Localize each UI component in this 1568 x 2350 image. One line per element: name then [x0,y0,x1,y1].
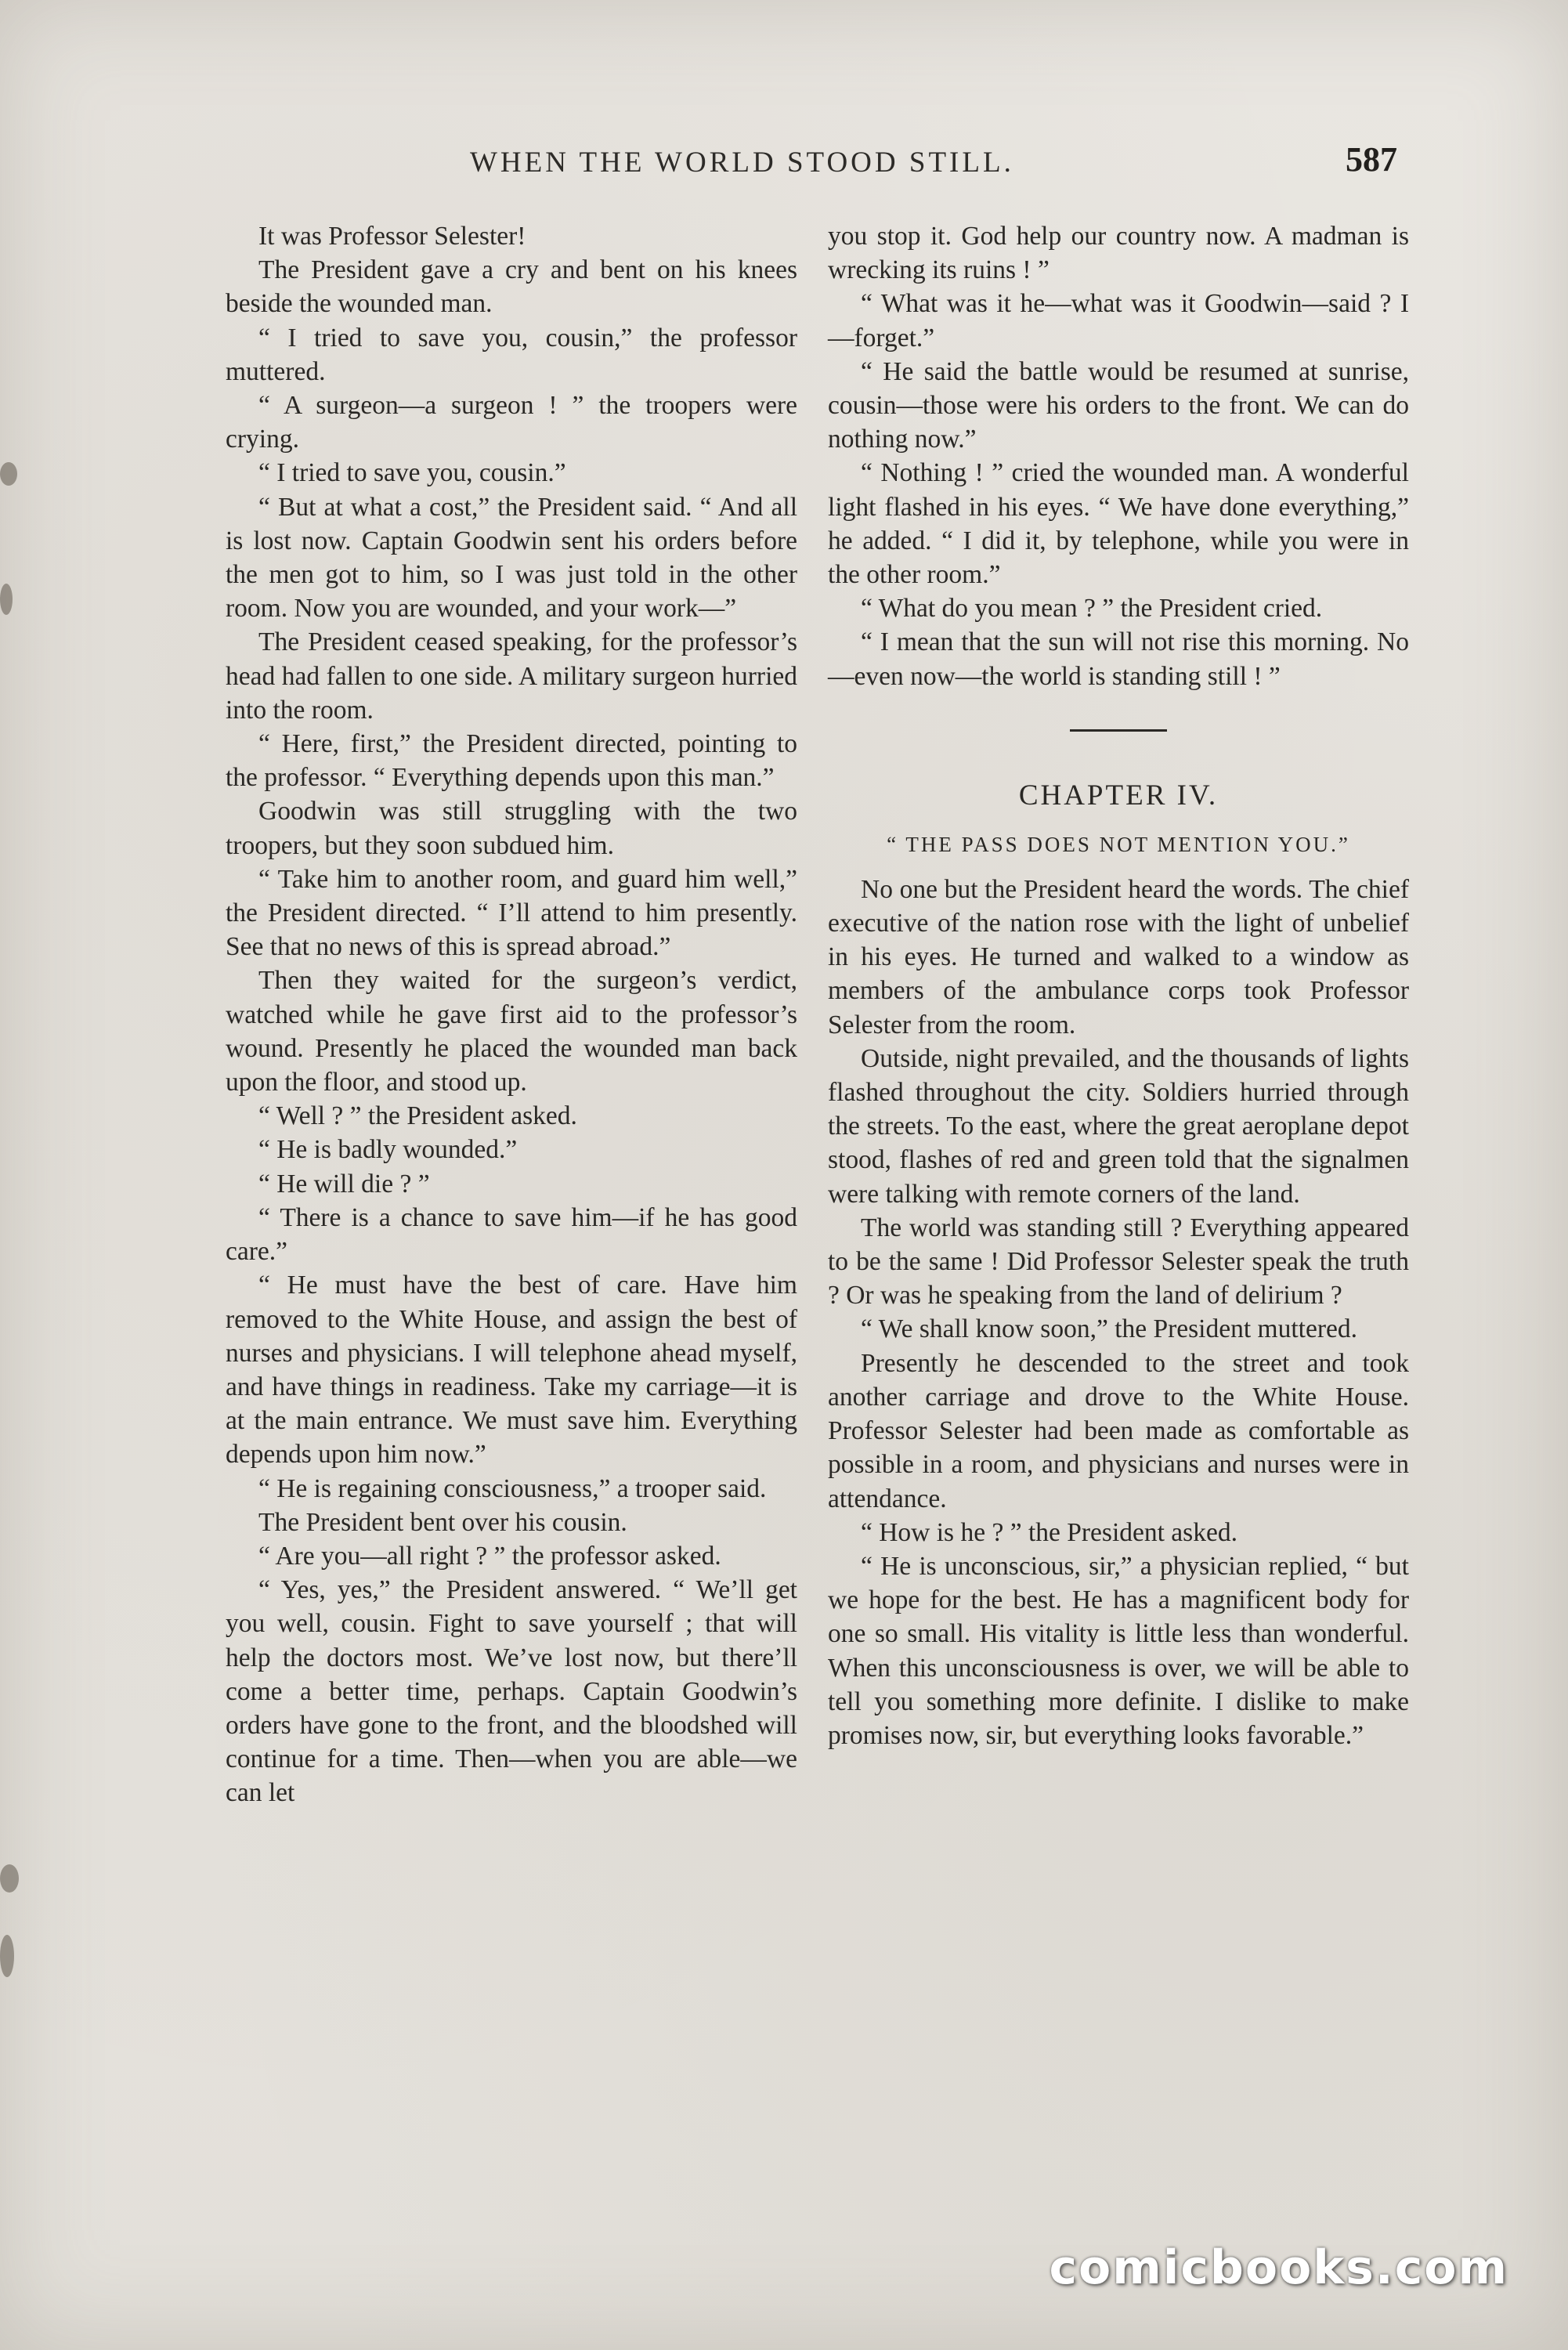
paragraph: “ But at what a cost,” the President said. “ And all is lost now. Captain Goodwin sent his orders before the men got to him, so I was just told in the other room. Now you are wounded, and your work—” [226,492,797,624]
page-damage-mark [0,1864,19,1893]
paragraph: “ I tried to save you, cousin.” [258,458,566,488]
paragraph: Presently he descended to the street and took another carriage and drove to the White House. Professor Selester had been made as comfortable as possible in a room, and physicians and nurses were in attendance. [828,1348,1409,1513]
paragraph: “ Yes, yes,” the President answered. “ We’ll get you well, cousin. Fight to save yourself ; that will help the doctors most. We’ve lost now, but there’ll come a better time, perhaps. Captain Goodwin’s orders have gone to the front, and the bloodshed will continue for a time. Then—when you are able—we can let [226,1575,797,1808]
page-header [470,139,1410,194]
section-divider [1070,729,1167,732]
paragraph: “ Take him to another room, and guard him well,” the President directed. “ I’ll attend to him presently. See that no news of this is spread abroad.” [226,864,797,962]
right-column [828,219,1409,1752]
paragraph: “ We shall know soon,” the President muttered. [861,1314,1357,1344]
paragraph: “ A surgeon—a surgeon ! ” the troopers were crying. [226,391,797,454]
paragraph: “ There is a chance to save him—if he has good care.” [226,1202,797,1267]
paragraph: The President gave a cry and bent on his knees beside the wounded man. [226,255,797,319]
left-column [226,219,797,1810]
paragraph: Outside, night prevailed, and the thousands of lights flashed throughout the city. Soldiers hurried through the streets. To the east, where the great aeroplane depot stood, flashes of red and green told that the signalmen were talking with remote corners of the land. [828,1043,1409,1209]
paragraph: you stop it. God help our country now. A madman is wrecking its ruins ! ” [828,222,1409,285]
paragraph: “ What was it he—what was it Goodwin—said ? I—forget.” [828,289,1409,352]
paragraph: “ He is badly wounded.” [258,1135,518,1165]
paragraph: Then they waited for the surgeon’s verdict, watched while he gave first aid to the professor’s wound. Presently he placed the wounded man back upon the floor, and stood up. [226,966,797,1097]
paragraph: Goodwin was still struggling with the two troopers, but they soon subdued him. [226,797,797,860]
chapter-subtitle: “ THE PASS DOES NOT MENTION YOU.” [887,832,1350,856]
paragraph: “ I tried to save you, cousin,” the professor muttered. [226,323,797,386]
paragraph: “ He will die ? ” [258,1169,430,1198]
paragraph: “ Nothing ! ” cried the wounded man. A wonderful light flashed in his eyes. “ We have done everything,” he added. “ I did it, by telephone, while you were in the other room.” [828,458,1409,590]
page-damage-mark [0,584,13,615]
paragraph: The world was standing still ? Everything appeared to be the same ! Did Professor Selester speak the truth ? Or was he speaking from the land of delirium ? [828,1213,1409,1311]
paragraph: “ What do you mean ? ” the President cried. [861,594,1323,624]
paragraph: “ He is regaining consciousness,” a trooper said. [258,1473,767,1503]
paragraph: It was Professor Selester! [258,222,526,251]
paragraph: “ He said the battle would be resumed at sunrise, cousin—those were his orders to the front. We can do nothing now.” [828,356,1409,454]
paragraph: “ I mean that the sun will not rise this morning. No—even now—the world is standing still ! ” [828,627,1409,691]
paragraph: “ He must have the best of care. Have him removed to the White House, and assign the best of nurses and physicians. I will telephone ahead myself, and have things in readiness. Take my carriage—it is at the main entrance. We must save him. Everything depends upon him now.” [226,1271,797,1470]
paragraph: “ Are you—all right ? ” the professor asked. [258,1541,721,1571]
paragraph: No one but the President heard the words. The chief executive of the nation rose with the light of unbelief in his eyes. He turned and walked to a window as members of the ambulance corps took Professor Selester from the room. [828,874,1409,1039]
paragraph: The President bent over his cousin. [258,1507,627,1537]
chapter-title: CHAPTER IV. [1018,779,1219,812]
running-title: WHEN THE WORLD STOOD STILL. [470,146,1014,179]
paragraph: “ Here, first,” the President directed, pointing to the professor. “ Everything depends upon this man.” [226,729,797,793]
page-number: 587 [1346,140,1397,179]
watermark: comicbooks.com [1049,2240,1508,2295]
paragraph: The President ceased speaking, for the professor’s head had fallen to one side. A military surgeon hurried into the room. [226,627,797,725]
paragraph: “ He is unconscious, sir,” a physician replied, “ but we hope for the best. He has a magnificent body for one so small. His vitality is little less than wonderful. When this unconsciousness is over, we will be able to tell you something more definite. I dislike to make promises now, sir, but everything looks favorable.” [828,1551,1409,1750]
paragraph: “ Well ? ” the President asked. [258,1101,577,1131]
paragraph: “ How is he ? ” the President asked. [861,1517,1237,1547]
page-damage-mark [0,462,17,486]
page-damage-mark [0,1935,14,1977]
